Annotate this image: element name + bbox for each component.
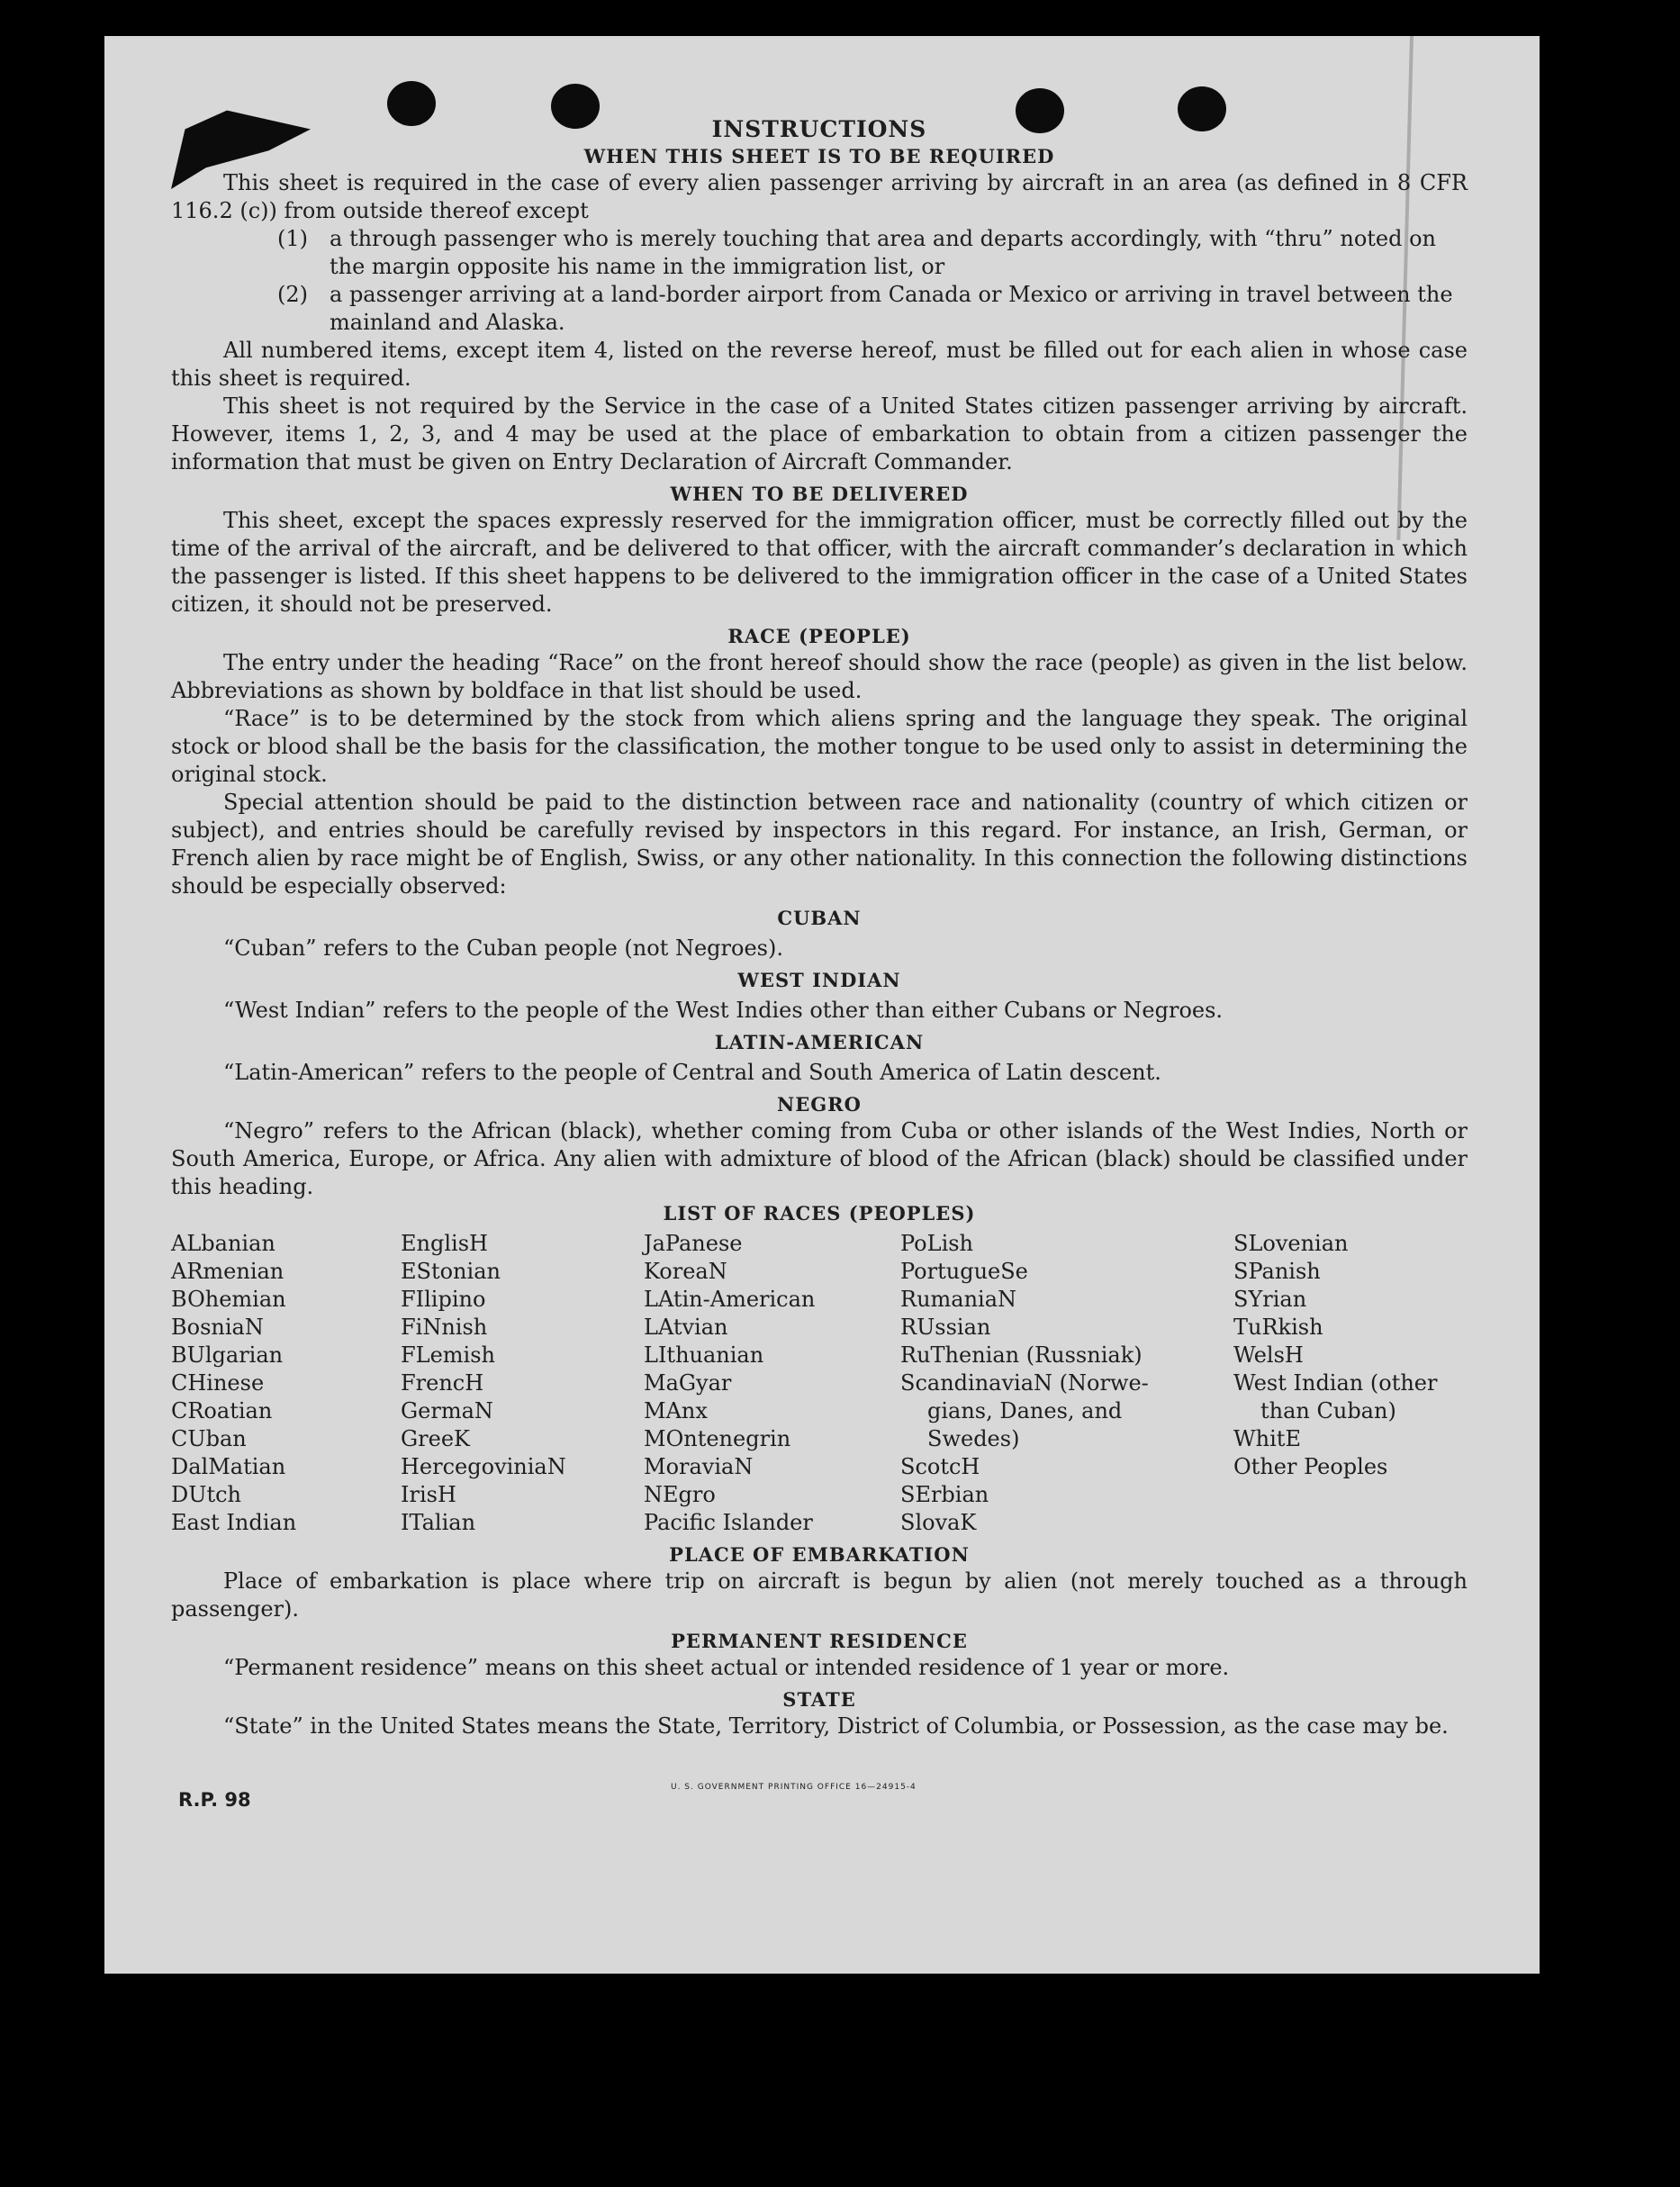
race-entry: RuThenian (Russniak) <box>900 1342 1143 1368</box>
race-entry: SlovaK <box>900 1510 977 1535</box>
race-entry: NEgro <box>644 1482 716 1507</box>
race-paragraph-3: Special attention should be paid to the distinction between race and nationality (country of which citizen or subject), and entries should be carefully revised by inspectors in this regard. For instance, an Irish, German, or French alien by race might be of English, Swiss, or any other nationality. In this connection the following distinctions should be especially observed: <box>171 790 1468 899</box>
races-column <box>1233 1230 1468 1537</box>
race-entry: LAtin-American <box>644 1287 816 1312</box>
heading-embarkation: PLACE OF EMBARKATION <box>669 1543 970 1566</box>
heading-when-delivered: WHEN TO BE DELIVERED <box>670 483 969 505</box>
race-entry: CHinese <box>171 1370 265 1396</box>
required-intro: This sheet is required in the case of every alien passenger arriving by aircraft in an area (as defined in 8 CFR 116.2 (c)) from outside thereof except <box>171 170 1468 223</box>
races-column <box>900 1230 1233 1537</box>
race-entry: WhitE <box>1233 1426 1301 1451</box>
heading-list-of-races: LIST OF RACES (PEOPLES) <box>663 1202 976 1225</box>
race-entry: GermaN <box>401 1398 493 1423</box>
race-entry: ScotcH <box>900 1454 980 1479</box>
race-entry: Other Peoples <box>1233 1454 1388 1479</box>
race-entry: KoreaN <box>644 1259 727 1284</box>
citizen-note: This sheet is not required by the Service in the case of a United States citizen passenger arriving by aircraft. However, items 1, 2, 3, and 4 may be used at the place of embarkation to obtain from a citizen passenger the information that must be given on Entry Declaration of Aircraft Commander. <box>171 393 1468 474</box>
latin-american-definition: “Latin-American” refers to the people of Central and South America of Latin descent. <box>223 1060 1161 1085</box>
race-entry: CUban <box>171 1426 247 1451</box>
race-entry: East Indian <box>171 1510 297 1535</box>
race-entry: GreeK <box>401 1426 470 1451</box>
race-entry: BUlgarian <box>171 1342 284 1368</box>
exception-item: (2) a passenger arriving at a land-border airport from Canada or Mexico or arriving in travel between the mainland and Alaska. <box>277 282 1453 335</box>
form-code: R.P. 98 <box>178 1789 251 1811</box>
west-indian-definition: “West Indian” refers to the people of the West Indies other than either Cubans or Negroes. <box>223 998 1224 1023</box>
heading-latin-american: LATIN-AMERICAN <box>714 1031 925 1053</box>
embarkation-definition: Place of embarkation is place where trip on aircraft is begun by alien (not merely touched as a through passenger). <box>171 1568 1468 1622</box>
race-entry: PoLish <box>900 1231 974 1256</box>
race-entry: Pacific Islander <box>644 1510 813 1535</box>
race-entry: SYrian <box>1233 1287 1307 1312</box>
race-entry: WelsH <box>1233 1342 1304 1368</box>
race-entry: SLovenian <box>1233 1231 1349 1256</box>
race-entry: FiNnish <box>401 1315 488 1340</box>
race-entry: DalMatian <box>171 1454 286 1479</box>
page-title: INSTRUCTIONS <box>711 116 927 142</box>
printer-imprint: U. S. GOVERNMENT PRINTING OFFICE 16—24915-4 <box>671 1783 917 1792</box>
heading-permanent-residence: PERMANENT RESIDENCE <box>671 1630 968 1652</box>
race-entry: ITalian <box>401 1510 476 1535</box>
heading-negro: NEGRO <box>777 1093 862 1116</box>
race-entry: FIlipino <box>401 1287 486 1312</box>
race-entry: SPanish <box>1233 1259 1321 1284</box>
race-entry-continued: than Cuban) <box>1260 1398 1396 1423</box>
heading-west-indian: WEST INDIAN <box>737 969 901 991</box>
race-entry: West Indian (other <box>1233 1370 1438 1396</box>
race-entry: MOntenegrin <box>644 1426 791 1451</box>
race-entry: MaGyar <box>644 1370 732 1396</box>
race-entry: BOhemian <box>171 1287 286 1312</box>
races-column <box>401 1230 644 1537</box>
race-entry: PortugueSe <box>900 1259 1028 1284</box>
race-entry: RumaniaN <box>900 1287 1017 1312</box>
residence-definition: “Permanent residence” means on this sheet actual or intended residence of 1 year or more. <box>223 1655 1230 1680</box>
race-entry: TuRkish <box>1233 1315 1323 1340</box>
races-column <box>644 1230 900 1537</box>
race-entry-continued: gians, Danes, and <box>927 1398 1123 1423</box>
race-entry: ARmenian <box>171 1259 285 1284</box>
exception-item: (1) a through passenger who is merely touching that area and departs accordingly, with “thru” noted on the margin opposite his name in the immigration list, or <box>277 226 1437 279</box>
state-definition: “State” in the United States means the State, Territory, District of Columbia, or Possession, as the case may be. <box>223 1713 1449 1739</box>
race-entry: MoraviaN <box>644 1454 754 1479</box>
race-paragraph-2: “Race” is to be determined by the stock from which aliens spring and the language they speak. The original stock or blood shall be the basis for the classification, the mother tongue to be used only to assist in determining the original stock. <box>171 706 1468 787</box>
instructions-text <box>171 115 1468 1740</box>
race-entry: DUtch <box>171 1482 242 1507</box>
race-entry: SErbian <box>900 1482 989 1507</box>
race-entry: ALbanian <box>171 1231 275 1256</box>
race-entry: CRoatian <box>171 1398 273 1423</box>
delivery-text: This sheet, except the spaces expressly reserved for the immigration officer, must be correctly filled out by the time of the arrival of the aircraft, and be delivered to that officer, with the aircraft commander’s declaration in which the passenger is listed. If this sheet happens to be delivered to the immigration officer in the case of a United States citizen, it should not be preserved. <box>171 508 1468 617</box>
negro-definition: “Negro” refers to the African (black), whether coming from Cuba or other islands of the West Indies, North or South America, Europe, or Africa. Any alien with admixture of blood of the African (black) should be classified under this heading. <box>171 1118 1468 1199</box>
race-entry: BosniaN <box>171 1315 264 1340</box>
race-entry: MAnx <box>644 1398 708 1423</box>
race-entry-continued: Swedes) <box>927 1426 1020 1451</box>
race-entry: IrisH <box>401 1482 456 1507</box>
race-entry: EnglisH <box>401 1231 488 1256</box>
races-column <box>171 1230 401 1537</box>
race-entry: RUssian <box>900 1315 991 1340</box>
heading-race: RACE (PEOPLE) <box>727 625 911 647</box>
heading-when-required: WHEN THIS SHEET IS TO BE REQUIRED <box>583 145 1055 167</box>
race-entry: ScandinaviaN (Norwe- <box>900 1370 1149 1396</box>
race-entry: JaPanese <box>644 1231 743 1256</box>
races-table <box>171 1230 1468 1537</box>
race-entry: FLemish <box>401 1342 495 1368</box>
race-entry: HercegoviniaN <box>401 1454 566 1479</box>
race-entry: LAtvian <box>644 1315 728 1340</box>
exceptions-list <box>171 225 1468 337</box>
race-entry: FrencH <box>401 1370 484 1396</box>
race-entry: EStonian <box>401 1259 501 1284</box>
numbered-items-note: All numbered items, except item 4, listed on the reverse hereof, must be filled out for each alien in whose case this sheet is required. <box>171 338 1468 391</box>
race-paragraph-1: The entry under the heading “Race” on the front hereof should show the race (people) as given in the list below. Abbreviations as shown by boldface in that list should be used. <box>171 650 1468 703</box>
race-entry: LIthuanian <box>644 1342 764 1368</box>
cuban-definition: “Cuban” refers to the Cuban people (not Negroes). <box>223 935 783 961</box>
heading-state: STATE <box>782 1688 856 1711</box>
heading-cuban: CUBAN <box>777 907 862 929</box>
